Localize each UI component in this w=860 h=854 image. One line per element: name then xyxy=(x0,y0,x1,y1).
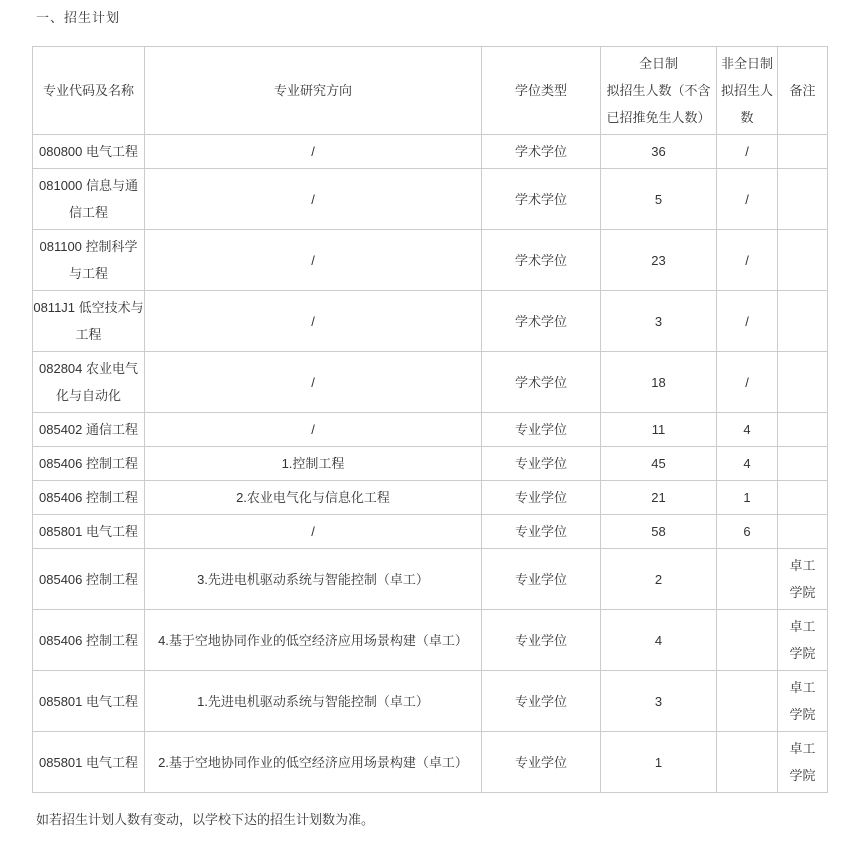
table-row xyxy=(33,481,828,515)
parttime-count-cell: 1 xyxy=(717,481,778,515)
header-research-direction: 专业研究方向 xyxy=(145,47,482,135)
degree-type-cell: 专业学位 xyxy=(482,413,601,447)
table-row xyxy=(33,135,828,169)
major-code-cell: 085406 控制工程 xyxy=(33,610,145,671)
parttime-count-cell xyxy=(717,732,778,793)
major-code-cell: 085406 控制工程 xyxy=(33,481,145,515)
remark-cell xyxy=(778,671,828,732)
header-parttime-line1: 非全日制 xyxy=(720,56,773,71)
section-title: 一、招生计划 xyxy=(36,10,121,25)
fulltime-count-cell: 4 xyxy=(601,610,717,671)
table-body xyxy=(33,135,828,793)
degree-type-cell: 学术学位 xyxy=(482,352,601,413)
major-code-cell: 080800 电气工程 xyxy=(33,135,145,169)
degree-type-cell: 学术学位 xyxy=(482,291,601,352)
header-major-code: 专业代码及名称 xyxy=(33,47,145,135)
research-direction-cell: / xyxy=(145,515,482,549)
research-direction-cell: / xyxy=(145,230,482,291)
degree-type-cell: 专业学位 xyxy=(482,549,601,610)
research-direction-cell: 4.基于空地协同作业的低空经济应用场景构建（卓工） xyxy=(145,610,482,671)
research-direction-cell: / xyxy=(145,135,482,169)
remark-cell xyxy=(778,413,828,447)
research-direction-cell: / xyxy=(145,169,482,230)
table-row xyxy=(33,230,828,291)
major-code-cell: 085801 电气工程 xyxy=(33,732,145,793)
table-header-row xyxy=(33,47,828,135)
remark-cell xyxy=(778,481,828,515)
table-row xyxy=(33,169,828,230)
table-row xyxy=(33,732,828,793)
remark-text: 卓工学院 xyxy=(789,741,816,783)
header-degree-type: 学位类型 xyxy=(482,47,601,135)
fulltime-count-cell: 2 xyxy=(601,549,717,610)
major-code-cell: 0811J1 低空技术与工程 xyxy=(33,291,145,352)
table-row xyxy=(33,549,828,610)
remark-cell xyxy=(778,230,828,291)
major-code-cell: 085801 电气工程 xyxy=(33,515,145,549)
table-row xyxy=(33,352,828,413)
major-code-cell: 085402 通信工程 xyxy=(33,413,145,447)
fulltime-count-cell: 58 xyxy=(601,515,717,549)
fulltime-count-cell: 36 xyxy=(601,135,717,169)
remark-cell xyxy=(778,352,828,413)
parttime-count-cell: / xyxy=(717,291,778,352)
research-direction-cell: 1.先进电机驱动系统与智能控制（卓工） xyxy=(145,671,482,732)
major-code-cell: 081000 信息与通信工程 xyxy=(33,169,145,230)
fulltime-count-cell: 21 xyxy=(601,481,717,515)
parttime-count-cell: / xyxy=(717,352,778,413)
header-remark: 备注 xyxy=(778,47,828,135)
degree-type-cell: 学术学位 xyxy=(482,230,601,291)
fulltime-count-cell: 3 xyxy=(601,671,717,732)
parttime-count-cell: / xyxy=(717,135,778,169)
remark-cell xyxy=(778,515,828,549)
research-direction-cell: 2.农业电气化与信息化工程 xyxy=(145,481,482,515)
major-code-cell: 085801 电气工程 xyxy=(33,671,145,732)
parttime-count-cell xyxy=(717,671,778,732)
fulltime-count-cell: 3 xyxy=(601,291,717,352)
research-direction-cell: / xyxy=(145,352,482,413)
research-direction-cell: / xyxy=(145,413,482,447)
remark-cell xyxy=(778,291,828,352)
remark-cell xyxy=(778,610,828,671)
research-direction-cell: 3.先进电机驱动系统与智能控制（卓工） xyxy=(145,549,482,610)
header-fulltime-count xyxy=(601,47,717,135)
remark-cell xyxy=(778,732,828,793)
parttime-count-cell: / xyxy=(717,169,778,230)
remark-text: 卓工学院 xyxy=(789,680,816,722)
footnote: 如若招生计划人数有变动，以学校下达的招生计划数为准。 xyxy=(36,812,375,827)
header-fulltime-line2: 拟招生人数（不含已招推免生人数） xyxy=(606,83,711,125)
parttime-count-cell: 4 xyxy=(717,447,778,481)
header-fulltime-line1: 全日制 xyxy=(638,56,678,71)
enrollment-plan-table xyxy=(32,46,828,793)
remark-cell xyxy=(778,549,828,610)
remark-cell xyxy=(778,169,828,230)
fulltime-count-cell: 5 xyxy=(601,169,717,230)
fulltime-count-cell: 23 xyxy=(601,230,717,291)
fulltime-count-cell: 11 xyxy=(601,413,717,447)
degree-type-cell: 专业学位 xyxy=(482,610,601,671)
remark-cell xyxy=(778,447,828,481)
major-code-cell: 082804 农业电气化与自动化 xyxy=(33,352,145,413)
header-parttime-count xyxy=(717,47,778,135)
research-direction-cell: / xyxy=(145,291,482,352)
table-row xyxy=(33,291,828,352)
research-direction-cell: 1.控制工程 xyxy=(145,447,482,481)
remark-text: 卓工学院 xyxy=(789,558,816,600)
degree-type-cell: 专业学位 xyxy=(482,481,601,515)
fulltime-count-cell: 1 xyxy=(601,732,717,793)
parttime-count-cell: 6 xyxy=(717,515,778,549)
remark-cell xyxy=(778,135,828,169)
table-row xyxy=(33,515,828,549)
major-code-cell: 085406 控制工程 xyxy=(33,447,145,481)
degree-type-cell: 专业学位 xyxy=(482,447,601,481)
degree-type-cell: 学术学位 xyxy=(482,169,601,230)
research-direction-cell: 2.基于空地协同作业的低空经济应用场景构建（卓工） xyxy=(145,732,482,793)
parttime-count-cell xyxy=(717,549,778,610)
degree-type-cell: 专业学位 xyxy=(482,732,601,793)
remark-text: 卓工学院 xyxy=(789,619,816,661)
major-code-cell: 081100 控制科学与工程 xyxy=(33,230,145,291)
degree-type-cell: 专业学位 xyxy=(482,671,601,732)
degree-type-cell: 专业学位 xyxy=(482,515,601,549)
table-row xyxy=(33,671,828,732)
degree-type-cell: 学术学位 xyxy=(482,135,601,169)
parttime-count-cell: 4 xyxy=(717,413,778,447)
parttime-count-cell xyxy=(717,610,778,671)
table-row xyxy=(33,610,828,671)
parttime-count-cell: / xyxy=(717,230,778,291)
header-parttime-line2: 拟招生人数 xyxy=(720,83,773,125)
table-row xyxy=(33,447,828,481)
fulltime-count-cell: 45 xyxy=(601,447,717,481)
major-code-cell: 085406 控制工程 xyxy=(33,549,145,610)
fulltime-count-cell: 18 xyxy=(601,352,717,413)
table-row xyxy=(33,413,828,447)
